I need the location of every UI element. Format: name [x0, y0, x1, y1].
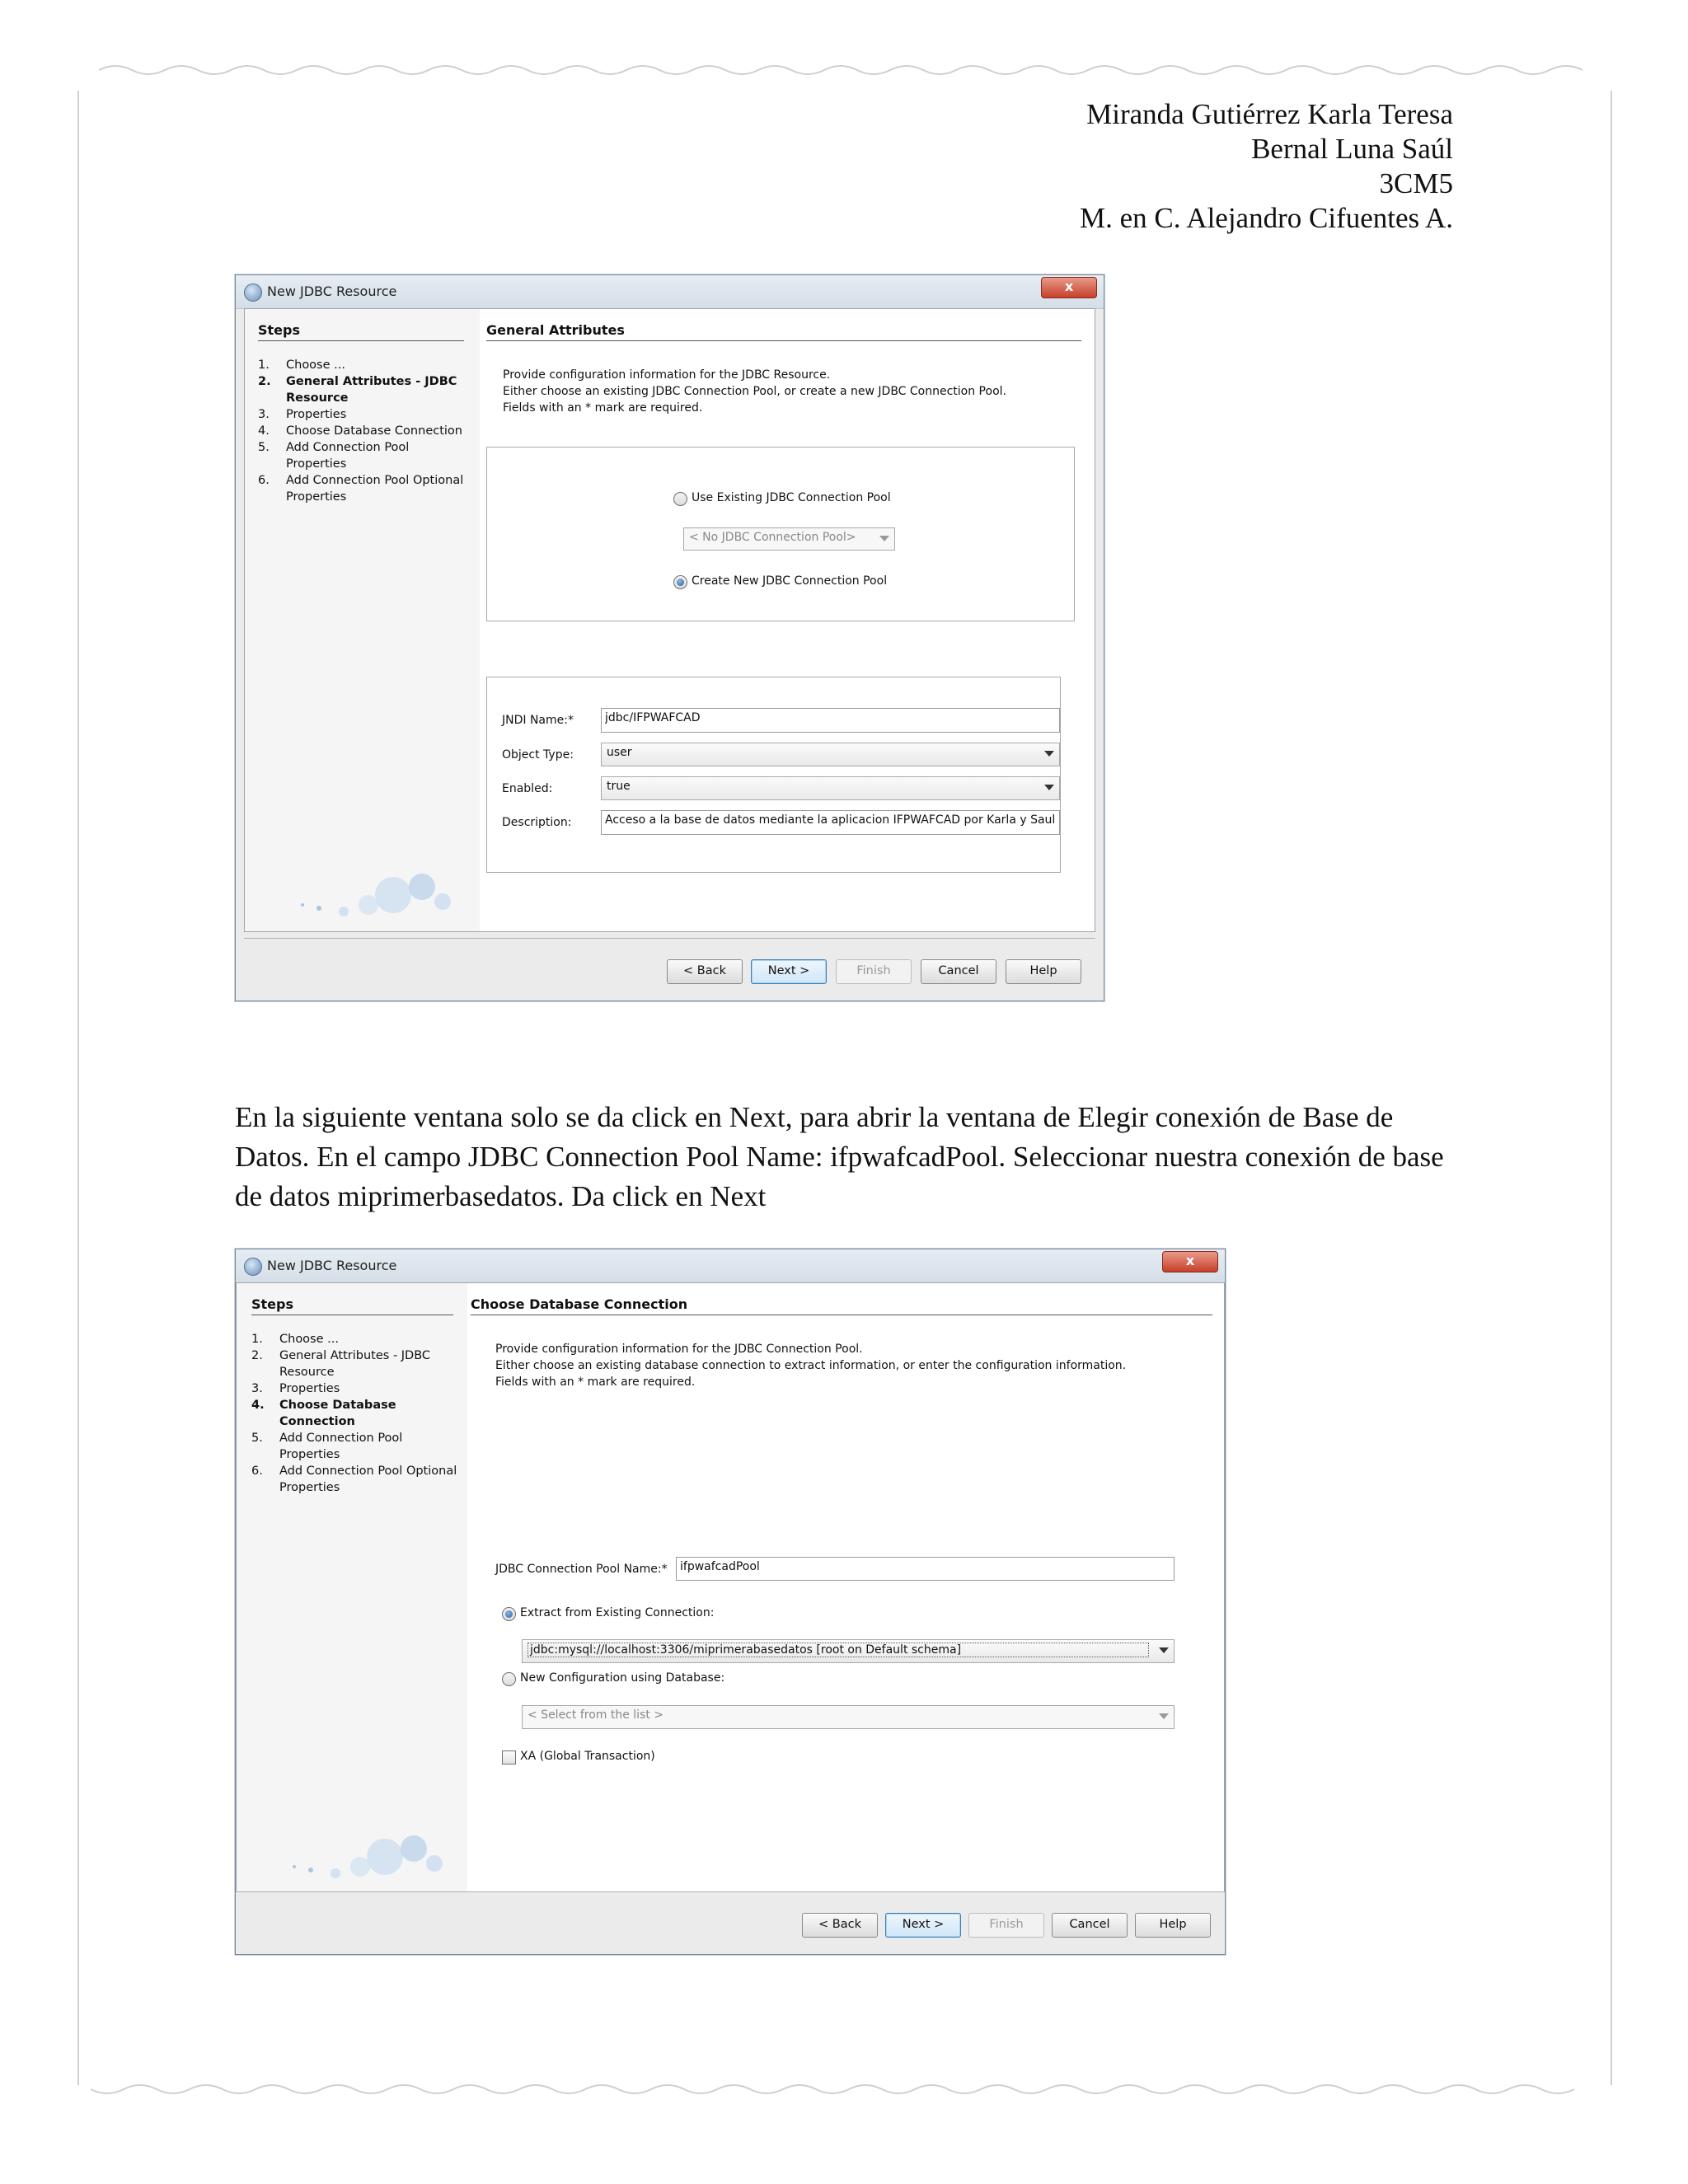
- pool-name-value: ifpwafcadPool: [680, 1560, 760, 1573]
- step-item: [258, 472, 468, 505]
- connection-pool-group: [486, 447, 1075, 621]
- step-number: 2.: [251, 1349, 263, 1362]
- dialog-titlebar: [236, 275, 1104, 309]
- jndi-name-value: jdbc/IFPWAFCAD: [605, 711, 701, 724]
- object-type-select[interactable]: [601, 743, 1060, 766]
- step-number: 4.: [258, 424, 270, 438]
- section-title: General Attributes: [486, 322, 1081, 341]
- step-label: Choose Database Connection: [286, 424, 462, 438]
- author-2: Bernal Luna Saúl: [1251, 133, 1453, 165]
- instruction-paragraph: En la siguiente ventana solo se da click en Next, para abrir la ventana de Elegir conexión de Base de Datos. En el campo JDBC Connection Pool Name: ifpwafcadPool. Seleccionar nuestra conexión de base de datos miprimerbasedatos. Da click en Next: [235, 1101, 1444, 1212]
- cancel-button[interactable]: Cancel: [921, 959, 996, 984]
- section-title: Choose Database Connection: [471, 1296, 1212, 1315]
- step-number: 1.: [258, 359, 270, 372]
- section-description: [495, 1341, 1126, 1390]
- page-border-top: [99, 58, 1599, 82]
- pool-name-label: JDBC Connection Pool Name:*: [495, 1563, 668, 1576]
- step-label: General Attributes - JDBC Resource: [286, 375, 457, 405]
- description-input[interactable]: [601, 810, 1060, 835]
- back-button[interactable]: < Back: [667, 959, 743, 984]
- app-icon: [244, 1258, 262, 1276]
- description-line: Fields with an * mark are required.: [503, 401, 703, 415]
- close-button[interactable]: x: [1162, 1251, 1218, 1272]
- finish-button[interactable]: Finish: [836, 959, 912, 984]
- page-border-left: [62, 91, 95, 2085]
- step-label: Properties: [279, 1382, 340, 1395]
- step-label: Add Connection Pool Properties: [279, 1432, 403, 1461]
- page-border-right: [1595, 91, 1628, 2085]
- step-number: 3.: [251, 1382, 263, 1395]
- jndi-name-input[interactable]: [601, 708, 1060, 733]
- existing-connection-value: jdbc:mysql://localhost:3306/miprimerabasedatos [root on Default schema]: [528, 1643, 1149, 1657]
- step-number: 1.: [251, 1333, 263, 1346]
- existing-pool-select[interactable]: [683, 527, 895, 551]
- pool-name-input[interactable]: [676, 1557, 1175, 1581]
- enabled-select[interactable]: [601, 776, 1060, 800]
- use-existing-pool-label[interactable]: Use Existing JDBC Connection Pool: [692, 491, 891, 504]
- existing-pool-select-value: < No JDBC Connection Pool>: [689, 531, 856, 544]
- dialog-footer: [236, 1891, 1225, 1954]
- page-border-bottom: [91, 2077, 1591, 2102]
- chevron-down-icon: [879, 536, 889, 541]
- next-button[interactable]: Next >: [751, 959, 827, 984]
- step-label: Add Connection Pool Properties: [286, 441, 410, 471]
- description-line: Either choose an existing database connection to extract information, or enter the configuration information.: [495, 1359, 1127, 1372]
- main-panel: [480, 309, 1095, 931]
- back-button[interactable]: < Back: [802, 1913, 878, 1938]
- group: 3CM5: [1379, 167, 1453, 199]
- steps-panel: [245, 309, 480, 931]
- step-number: 2.: [258, 375, 271, 388]
- resource-attributes-group: [486, 677, 1061, 873]
- dialog-title: New JDBC Resource: [267, 1258, 397, 1273]
- close-button[interactable]: x: [1041, 277, 1097, 298]
- step-item: [258, 439, 468, 472]
- document-header: [1080, 97, 1453, 236]
- step-number: 6.: [251, 1465, 263, 1478]
- help-button[interactable]: Help: [1135, 1913, 1211, 1938]
- chevron-down-icon: [1159, 1647, 1169, 1653]
- steps-list: [258, 357, 468, 505]
- new-configuration-label[interactable]: New Configuration using Database:: [520, 1671, 725, 1685]
- description-line: Either choose an existing JDBC Connection Pool, or create a new JDBC Connection Pool.: [503, 385, 1006, 398]
- step-item-active: [251, 1397, 462, 1430]
- steps-title: Steps: [258, 322, 464, 341]
- jndi-name-label: JNDI Name:*: [502, 714, 574, 727]
- step-label: Properties: [286, 408, 347, 421]
- step-label: Add Connection Pool Optional Properties: [286, 474, 464, 504]
- app-icon: [244, 284, 262, 302]
- step-item: [258, 357, 468, 373]
- author-1: Miranda Gutiérrez Karla Teresa: [1086, 98, 1453, 130]
- step-item: [251, 1380, 462, 1397]
- step-label: Add Connection Pool Optional Properties: [279, 1465, 457, 1494]
- object-type-label: Object Type:: [502, 748, 574, 762]
- description-line: Fields with an * mark are required.: [495, 1376, 696, 1389]
- step-number: 5.: [258, 441, 270, 454]
- steps-title: Steps: [251, 1296, 453, 1315]
- step-number: 3.: [258, 408, 270, 421]
- next-button[interactable]: Next >: [885, 1913, 961, 1938]
- step-label: General Attributes - JDBC Resource: [279, 1349, 431, 1379]
- step-item-active: [258, 373, 468, 406]
- dialog-footer: [244, 938, 1095, 1001]
- extract-existing-radio[interactable]: [502, 1607, 516, 1621]
- cancel-button[interactable]: Cancel: [1052, 1913, 1128, 1938]
- dialog-content: [244, 308, 1095, 932]
- description-label: Description:: [502, 816, 572, 829]
- database-select[interactable]: [522, 1705, 1175, 1729]
- enabled-label: Enabled:: [502, 782, 553, 795]
- xa-transaction-checkbox[interactable]: [502, 1750, 516, 1765]
- step-number: 4.: [251, 1399, 265, 1412]
- help-button[interactable]: Help: [1006, 959, 1081, 984]
- chevron-down-icon: [1044, 751, 1054, 757]
- step-item: [251, 1347, 462, 1380]
- xa-transaction-label[interactable]: XA (Global Transaction): [520, 1750, 655, 1763]
- extract-existing-label[interactable]: Extract from Existing Connection:: [520, 1606, 715, 1619]
- create-new-pool-label[interactable]: Create New JDBC Connection Pool: [692, 574, 888, 588]
- description-line: Provide configuration information for the JDBC Connection Pool.: [495, 1343, 863, 1356]
- step-item: [258, 423, 468, 439]
- step-item: [251, 1463, 462, 1496]
- existing-connection-select[interactable]: [522, 1639, 1175, 1663]
- main-panel: [467, 1283, 1224, 1893]
- step-label: Choose ...: [286, 359, 345, 372]
- create-new-pool-radio[interactable]: [673, 575, 687, 589]
- decorative-bubbles: [261, 1816, 467, 1890]
- description-value: Acceso a la base de datos mediante la aplicacion IFPWAFCAD por Karla y Saul: [605, 813, 1056, 827]
- steps-list: [251, 1331, 462, 1496]
- step-label: Choose Database Connection: [279, 1399, 396, 1428]
- step-item: [258, 406, 468, 423]
- dialog-content: [236, 1282, 1225, 1894]
- dialog-title: New JDBC Resource: [267, 284, 397, 299]
- new-jdbc-resource-dialog-1: [235, 274, 1104, 1001]
- dialog-titlebar: [236, 1249, 1225, 1283]
- chevron-down-icon: [1044, 785, 1054, 790]
- enabled-value: true: [607, 780, 631, 793]
- new-configuration-radio[interactable]: [502, 1672, 516, 1686]
- chevron-down-icon: [1159, 1713, 1169, 1719]
- steps-panel: [237, 1283, 467, 1893]
- database-select-value: < Select from the list >: [528, 1708, 664, 1722]
- use-existing-pool-radio[interactable]: [673, 492, 687, 506]
- step-label: Choose ...: [279, 1333, 339, 1346]
- decorative-bubbles: [270, 854, 476, 928]
- professor: M. en C. Alejandro Cifuentes A.: [1079, 202, 1453, 234]
- step-item: [251, 1430, 462, 1463]
- description-line: Provide configuration information for the JDBC Resource.: [503, 368, 831, 382]
- section-description: [503, 367, 1006, 416]
- new-jdbc-resource-dialog-2: [235, 1249, 1226, 1955]
- object-type-value: user: [607, 746, 632, 759]
- step-number: 5.: [251, 1432, 263, 1445]
- step-item: [251, 1331, 462, 1347]
- step-number: 6.: [258, 474, 270, 487]
- finish-button[interactable]: Finish: [968, 1913, 1044, 1938]
